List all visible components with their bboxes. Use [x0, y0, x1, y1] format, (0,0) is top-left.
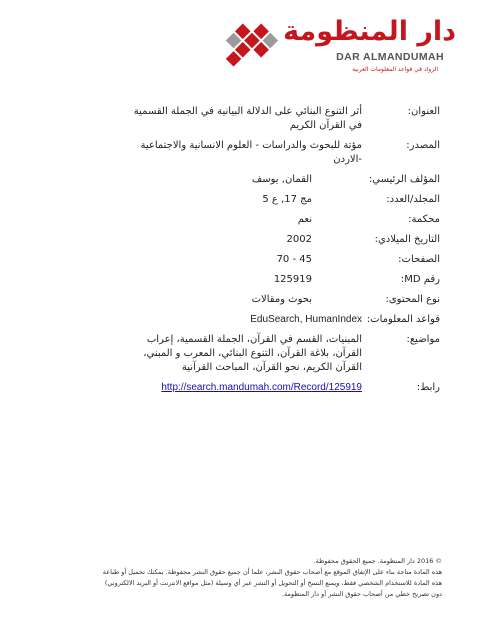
- diamond-logo-icon: [214, 18, 280, 80]
- record-row-link: [110, 381, 440, 395]
- record-row-year: [110, 233, 440, 247]
- field-label: مواضيع:: [406, 334, 440, 345]
- field-label: العنوان:: [407, 106, 440, 117]
- databases-value: EduSearch, HumanIndex: [250, 314, 362, 325]
- record-details: [110, 105, 440, 401]
- field-label: قواعد المعلومات:: [366, 314, 440, 325]
- record-row-source: [110, 139, 440, 167]
- brand-header: [216, 14, 456, 76]
- copyright-line: هذه المادة للاستخدام الشخصي فقط، ويمنع النسخ أو التحويل أو النشر عبر أي وسيلة (مثل مواقع الانترنت أو البريد الالكتروني): [104, 579, 442, 587]
- record-row-author: [110, 173, 440, 187]
- field-label: رابط:: [416, 382, 440, 393]
- record-row-md-number: [110, 273, 440, 287]
- source-value: مؤتة للبحوث والدراسات - العلوم الانسانية والاجتماعية -الاردن: [140, 140, 362, 165]
- record-row-title: [110, 105, 440, 133]
- field-label: رقم MD:: [400, 274, 440, 285]
- copyright-line: © 2016 دار المنظومة. جميع الحقوق محفوظة.: [313, 557, 442, 565]
- copyright-notice: [38, 556, 442, 600]
- volume-value: مج 17, ع 5: [262, 194, 312, 205]
- field-label: المؤلف الرئيسي:: [368, 174, 440, 185]
- field-label: محكمة:: [408, 214, 440, 225]
- record-link[interactable]: http://search.mandumah.com/Record/125919: [161, 382, 362, 393]
- record-row-refereed: [110, 213, 440, 227]
- copyright-line: هذه المادة متاحة بناء على الإتفاق الموقع مع أصحاب حقوق النشر، علما أن جميع حقوق النشر محفوظة. يمكنك تحميل أو طباعة: [102, 568, 442, 576]
- field-label: الصفحات:: [398, 254, 440, 265]
- record-row-databases: [110, 313, 440, 327]
- year-value: 2002: [286, 234, 312, 245]
- md-number-value: 125919: [273, 274, 312, 285]
- record-row-pages: [110, 253, 440, 267]
- author-value: القمان, يوسف: [251, 174, 312, 185]
- record-row-volume: [110, 193, 440, 207]
- brand-title-latin: DAR ALMANDUMAH: [336, 51, 444, 63]
- record-row-content-type: [110, 293, 440, 307]
- content-type-value: بحوث ومقالات: [251, 294, 312, 305]
- record-row-subjects: [110, 333, 440, 375]
- field-label: المصدر:: [406, 140, 440, 151]
- pages-value: 45 - 70: [276, 254, 312, 265]
- field-label: نوع المحتوى:: [385, 294, 440, 305]
- refereed-value: نعم: [297, 214, 312, 225]
- subjects-value: المبنيات، القسم في القرآن، الجملة القسمية، إعراب القرآن، بلاغة القرآن، التنوع البنائي، المعرب و المبني، القرآن الكريم، نحو القرآن، المباحث القرآنية: [143, 334, 362, 373]
- title-value: أثر التنوع البنائي على الدلالة البيانية في الجملة القسمية في القرآن الكريم: [133, 106, 362, 131]
- copyright-line: دون تصريح خطي من أصحاب حقوق النشر أو دار المنظومة.: [281, 590, 442, 598]
- brand-title-arabic: دار المنظومة: [283, 16, 456, 47]
- brand-tagline: الرواد في قواعد المعلومات العربية: [352, 66, 438, 73]
- field-label: المجلد/العدد:: [386, 194, 440, 205]
- field-label: التاريخ الميلادي:: [374, 234, 440, 245]
